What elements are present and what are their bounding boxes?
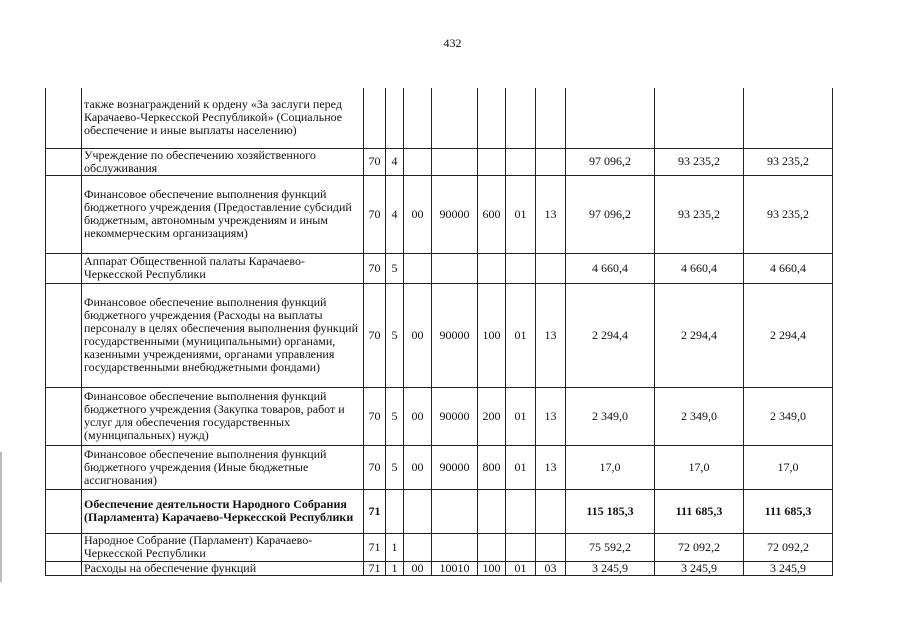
code-admin-cell: 70: [364, 445, 386, 489]
code-admin-cell: 70: [364, 175, 386, 253]
code-podrazdel-cell: 13: [536, 387, 566, 445]
code-razdel-cell: [506, 88, 536, 148]
code-program-cell: 00: [404, 387, 432, 445]
code-program-cell: [404, 489, 432, 533]
code-expense-type-cell: 200: [478, 387, 506, 445]
amount-year-1-cell: 97 096,2: [566, 148, 655, 175]
budget-table: [45, 88, 833, 576]
table-row: [46, 489, 833, 533]
code-podrazdel-cell: [536, 148, 566, 175]
code-section-cell: 1: [386, 533, 404, 561]
amount-year-3-cell: 2 349,0: [744, 387, 833, 445]
code-section-cell: 1: [386, 561, 404, 575]
code-razdel-cell: 01: [506, 445, 536, 489]
code-direction-cell: 90000: [432, 387, 478, 445]
code-razdel-cell: 01: [506, 561, 536, 575]
table-row: [46, 533, 833, 561]
row-name-cell: Расходы на обеспечение функций: [82, 561, 364, 575]
code-podrazdel-cell: 13: [536, 283, 566, 387]
code-section-cell: 5: [386, 283, 404, 387]
amount-year-3-cell: 3 245,9: [744, 561, 833, 575]
code-direction-cell: 10010: [432, 561, 478, 575]
amount-year-1-cell: 97 096,2: [566, 175, 655, 253]
code-direction-cell: 90000: [432, 175, 478, 253]
code-section-cell: 4: [386, 148, 404, 175]
code-expense-type-cell: [478, 88, 506, 148]
row-name-cell: Финансовое обеспечение выполнения функций бюджетного учреждения (Закупка товаров, работ и услуг для обеспечения государственных (муниципальных) нужд): [82, 387, 364, 445]
row-name-cell: также вознаграждений к ордену «За заслуги перед Карачаево-Черкесской Республикой» (Социальное обеспечение и иные выплаты населению): [82, 88, 364, 148]
table-row: [46, 88, 833, 148]
code-program-cell: [404, 148, 432, 175]
code-direction-cell: 90000: [432, 445, 478, 489]
code-direction-cell: 90000: [432, 283, 478, 387]
amount-year-1-cell: 17,0: [566, 445, 655, 489]
code-admin-cell: 71: [364, 533, 386, 561]
row-number-cell: [46, 489, 82, 533]
code-expense-type-cell: 100: [478, 283, 506, 387]
row-name-cell: Финансовое обеспечение выполнения функций бюджетного учреждения (Иные бюджетные ассигнования): [82, 445, 364, 489]
table-row: [46, 561, 833, 575]
code-podrazdel-cell: 03: [536, 561, 566, 575]
amount-year-2-cell: 93 235,2: [655, 148, 744, 175]
code-program-cell: 00: [404, 283, 432, 387]
code-direction-cell: [432, 253, 478, 283]
amount-year-1-cell: [566, 88, 655, 148]
row-name-cell: Финансовое обеспечение выполнения функций бюджетного учреждения (Расходы на выплаты персоналу в целях обеспечения выполнения функций государственными (муниципальными) органами, казенными учреждениями, органами управления государственными внебюджетными фондами): [82, 283, 364, 387]
amount-year-2-cell: 3 245,9: [655, 561, 744, 575]
code-program-cell: [404, 533, 432, 561]
table-row: [46, 387, 833, 445]
amount-year-2-cell: 93 235,2: [655, 175, 744, 253]
code-direction-cell: [432, 533, 478, 561]
code-podrazdel-cell: [536, 533, 566, 561]
row-number-cell: [46, 445, 82, 489]
row-number-cell: [46, 533, 82, 561]
code-podrazdel-cell: [536, 88, 566, 148]
amount-year-3-cell: 4 660,4: [744, 253, 833, 283]
code-razdel-cell: [506, 533, 536, 561]
row-name-cell: Учреждение по обеспечению хозяйственного обслуживания: [82, 148, 364, 175]
code-program-cell: 00: [404, 445, 432, 489]
row-name-cell: Аппарат Общественной палаты Карачаево-Черкесской Республики: [82, 253, 364, 283]
code-section-cell: 5: [386, 387, 404, 445]
row-name-cell: Народное Собрание (Парламент) Карачаево-Черкесской Республики: [82, 533, 364, 561]
amount-year-3-cell: 72 092,2: [744, 533, 833, 561]
amount-year-1-cell: 2 349,0: [566, 387, 655, 445]
code-section-cell: [386, 88, 404, 148]
code-razdel-cell: [506, 253, 536, 283]
code-program-cell: 00: [404, 175, 432, 253]
amount-year-2-cell: 2 349,0: [655, 387, 744, 445]
code-podrazdel-cell: 13: [536, 175, 566, 253]
row-number-cell: [46, 387, 82, 445]
amount-year-2-cell: 17,0: [655, 445, 744, 489]
code-program-cell: [404, 253, 432, 283]
table-row: [46, 253, 833, 283]
code-razdel-cell: [506, 489, 536, 533]
table-row: [46, 283, 833, 387]
code-expense-type-cell: [478, 533, 506, 561]
code-direction-cell: [432, 88, 478, 148]
amount-year-1-cell: 3 245,9: [566, 561, 655, 575]
code-razdel-cell: 01: [506, 175, 536, 253]
amount-year-2-cell: 72 092,2: [655, 533, 744, 561]
amount-year-3-cell: 17,0: [744, 445, 833, 489]
amount-year-2-cell: 4 660,4: [655, 253, 744, 283]
row-number-cell: [46, 253, 82, 283]
table-row: [46, 148, 833, 175]
table-row: [46, 175, 833, 253]
code-program-cell: [404, 88, 432, 148]
code-expense-type-cell: 800: [478, 445, 506, 489]
row-number-cell: [46, 175, 82, 253]
amount-year-1-cell: 75 592,2: [566, 533, 655, 561]
row-number-cell: [46, 283, 82, 387]
code-expense-type-cell: [478, 253, 506, 283]
code-razdel-cell: 01: [506, 387, 536, 445]
code-section-cell: [386, 489, 404, 533]
code-admin-cell: 71: [364, 489, 386, 533]
row-number-cell: [46, 88, 82, 148]
code-admin-cell: 71: [364, 561, 386, 575]
code-razdel-cell: 01: [506, 283, 536, 387]
code-podrazdel-cell: [536, 253, 566, 283]
code-admin-cell: 70: [364, 253, 386, 283]
amount-year-2-cell: 111 685,3: [655, 489, 744, 533]
amount-year-1-cell: 4 660,4: [566, 253, 655, 283]
amount-year-3-cell: 93 235,2: [744, 175, 833, 253]
code-direction-cell: [432, 489, 478, 533]
code-podrazdel-cell: 13: [536, 445, 566, 489]
amount-year-1-cell: 115 185,3: [566, 489, 655, 533]
code-direction-cell: [432, 148, 478, 175]
row-name-cell: Финансовое обеспечение выполнения функций бюджетного учреждения (Предоставление субсидий бюджетным, автономным учреждениям и иным некоммерческим организациям): [82, 175, 364, 253]
code-expense-type-cell: 100: [478, 561, 506, 575]
page-number: 432: [443, 36, 462, 50]
code-program-cell: 00: [404, 561, 432, 575]
code-podrazdel-cell: [536, 489, 566, 533]
code-expense-type-cell: 600: [478, 175, 506, 253]
amount-year-3-cell: [744, 88, 833, 148]
code-razdel-cell: [506, 148, 536, 175]
row-name-cell: Обеспечение деятельности Народного Собрания (Парламента) Карачаево-Черкесской Республики: [82, 489, 364, 533]
table-row: [46, 445, 833, 489]
code-admin-cell: 70: [364, 148, 386, 175]
code-expense-type-cell: [478, 148, 506, 175]
code-admin-cell: [364, 88, 386, 148]
amount-year-3-cell: 111 685,3: [744, 489, 833, 533]
row-number-cell: [46, 148, 82, 175]
code-section-cell: 5: [386, 253, 404, 283]
amount-year-3-cell: 2 294,4: [744, 283, 833, 387]
code-admin-cell: 70: [364, 283, 386, 387]
code-expense-type-cell: [478, 489, 506, 533]
code-section-cell: 4: [386, 175, 404, 253]
scan-edge-mark: [0, 452, 2, 582]
amount-year-1-cell: 2 294,4: [566, 283, 655, 387]
amount-year-2-cell: 2 294,4: [655, 283, 744, 387]
code-section-cell: 5: [386, 445, 404, 489]
code-admin-cell: 70: [364, 387, 386, 445]
amount-year-3-cell: 93 235,2: [744, 148, 833, 175]
row-number-cell: [46, 561, 82, 575]
amount-year-2-cell: [655, 88, 744, 148]
